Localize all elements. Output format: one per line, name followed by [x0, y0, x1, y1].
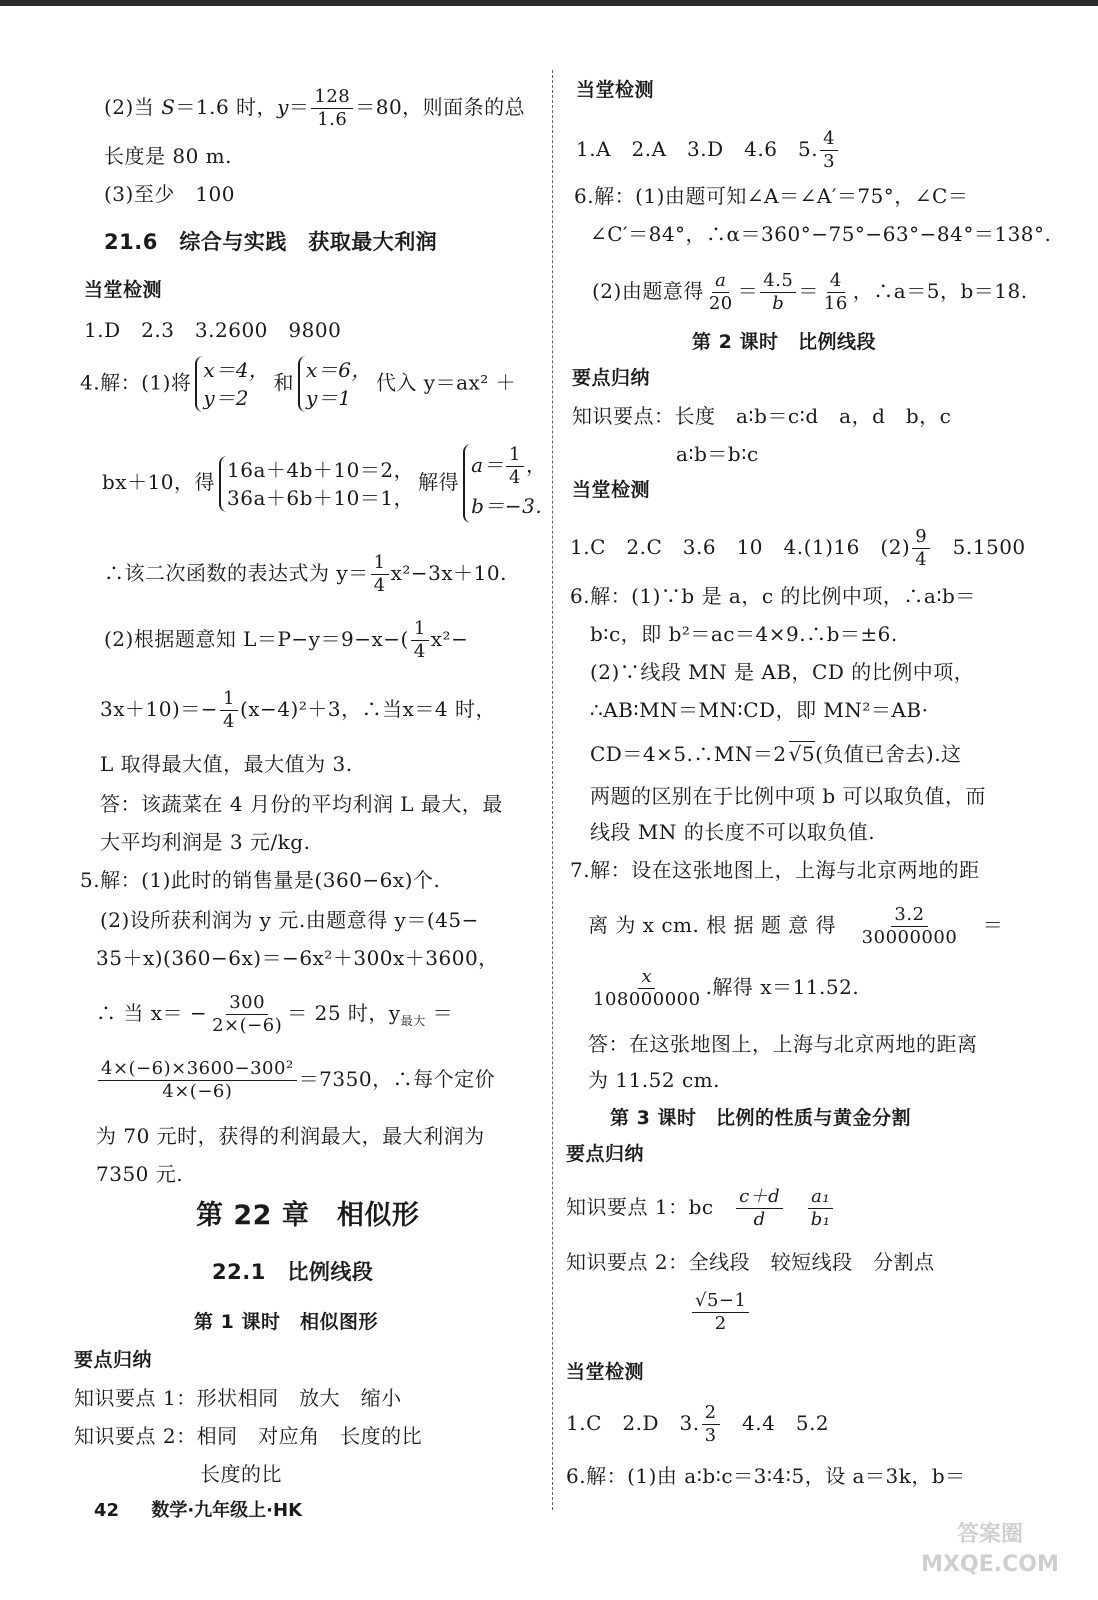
answer-line: 大平均利润是 3 元/kg. — [100, 830, 311, 854]
radical: √5 — [788, 742, 816, 766]
answer-line: 知识要点 1：bc $\frac{c+d}{d}$ $\frac{\text{a₁}}{\text{b₁}}$ — [566, 1186, 835, 1231]
page-footer — [94, 1496, 302, 1522]
column-divider — [552, 70, 553, 1510]
answer-line: 知识要点 2：全线段 较短线段 分割点 — [566, 1250, 935, 1274]
answer-line: 离 为 x cm. 根 据 题 意 得 $\frac{3.2}{30000000}$ ＝ — [588, 904, 1004, 948]
answer-line: (3)至少 100 — [104, 182, 236, 206]
heading-summary: 要点归纳 — [572, 367, 651, 389]
answer-line: $\frac{\text{4×(−6)×3600−300²}}{4\times(-6)}$ ＝7350，∴每个定价 — [96, 1058, 495, 1103]
answer-line: ∠C′＝84°，∴α＝360°−75°−63°−84°＝138°. — [590, 222, 1052, 246]
answer-line: (2)根据题意知 L＝P−y＝9−x−( $\frac{1}{4}$ x²− — [104, 618, 469, 662]
heading-summary: 要点归纳 — [566, 1143, 645, 1165]
book-title: 数学·九年级上·HK — [151, 1500, 303, 1521]
equation-system: 16a＋4b＋10＝2， 36a＋6b＋10＝1， — [219, 456, 414, 512]
answer-line: 3x＋10)＝− $\frac{1}{4}$ (x−4)²＋3，∴当x＝4 时， — [100, 688, 496, 732]
lesson-title: 第 3 课时 比例的性质与黄金分割 — [610, 1107, 911, 1129]
answer-line: 4.解：(1)将 x＝4， y＝2 和 x＝6， y＝1 代入 y＝ax² ＋ — [80, 358, 517, 410]
page-number: 42 — [94, 1500, 120, 1521]
heading-check: 当堂检测 — [566, 1361, 645, 1383]
answer-line: ∴ 当 x＝ − $\frac{300}{2\times(-6)}$ ＝ 25 时，$y_{最大}$ ＝ — [96, 992, 454, 1036]
answer-line: (2)当 S＝1.6 时，y＝ $\frac{128}{1.6}$ ＝80，则面条的总 — [104, 86, 526, 130]
answer-line: 1.A 2.A 3.D 4.6 5. $\frac{4}{3}$ — [576, 128, 840, 173]
answer-line: (2)∵线段 MN 是 AB，CD 的比例中项， — [590, 660, 975, 684]
section-title: 21.6 综合与实践 获取最大利润 — [104, 230, 438, 254]
answer-line: 知识要点 1：形状相同 放大 缩小 — [74, 1386, 402, 1410]
lesson-title: 第 2 课时 比例线段 — [692, 331, 876, 353]
answer-line: 6.解：(1)由题可知∠A＝∠A′＝75°，∠C＝ — [574, 184, 969, 208]
answer-line: L 取得最大值，最大值为 3. — [100, 752, 353, 776]
answer-line: 1.D 2.3 3.2600 9800 — [84, 318, 342, 342]
answer-line: 1.C 2.C 3.6 10 4.(1)16 (2) $\frac{9}{4}$ 5.1500 — [570, 526, 1026, 570]
answer-line: ∴AB∶MN＝MN∶CD，即 MN²＝AB· — [590, 698, 929, 722]
answer-line: 知识要点：长度 a∶b＝c∶d a，d b，c — [572, 404, 952, 428]
answer-line: ∴该二次函数的表达式为 y＝ $\frac{1}{4}$ x²−3x＋10. — [104, 552, 507, 596]
answer-line: (2)设所获利润为 y 元.由题意得 y＝(45− — [100, 908, 479, 932]
answer-line: (2)由题意得 $\frac{a}{20}$ ＝ $\frac{4.5}{b}$ ＝ $\frac{4}{16}$ ，∴a＝5，b＝18. — [592, 270, 1028, 314]
answer-line: $\frac{√5-1}{2}$ — [690, 1290, 751, 1335]
answer-line: 7350 元. — [96, 1162, 184, 1186]
chapter-title: 第 22 章 相似形 — [196, 1200, 420, 1231]
answer-line: 答：在这张地图上，上海与北京两地的距离 — [588, 1032, 978, 1056]
answer-line: 答：该蔬菜在 4 月份的平均利润 L 最大，最 — [100, 792, 503, 816]
answer-line: CD＝4×5.∴MN＝2 √5(负值已舍去).这 — [590, 742, 962, 766]
heading-check: 当堂检测 — [572, 479, 651, 501]
answer-line: 为 11.52 cm. — [588, 1068, 720, 1092]
answer-line: 6.解：(1)由 a∶b∶c＝3∶4∶5，设 a＝3k，b＝ — [566, 1464, 966, 1488]
equation-system: x＝4， y＝2 — [195, 356, 269, 412]
top-border — [0, 0, 1098, 6]
answer-line: 知识要点 2：相同 对应角 长度的比 — [74, 1424, 423, 1448]
answer-line: 5.解：(1)此时的销售量是(360−6x)个. — [80, 868, 441, 892]
answer-line: 长度的比 — [200, 1462, 282, 1486]
answer-line: 7.解：设在这张地图上，上海与北京两地的距 — [570, 858, 980, 882]
fraction: $\frac{128}{1.6}$ — [311, 86, 353, 131]
equation-system: a＝ $\frac{1}{4}$ ， b＝−3. — [463, 444, 546, 523]
heading-check: 当堂检测 — [576, 79, 655, 101]
lesson-title: 第 1 课时 相似图形 — [194, 1311, 378, 1333]
answer-line: b∶c，即 b²＝ac＝4×9.∴b＝±6. — [590, 622, 898, 646]
equation-system: x＝6， y＝1 — [298, 356, 372, 412]
answer-line: 两题的区别在于比例中项 b 可以取负值，而 — [590, 784, 987, 808]
answer-line: bx＋10，得 16a＋4b＋10＝2， 36a＋6b＋10＝1， 解得 a＝ $\frac{1}{4}$ ， b＝−3. — [102, 444, 551, 523]
heading-check: 当堂检测 — [84, 279, 163, 301]
answer-line: 长度是 80 m. — [104, 144, 232, 168]
section-title: 22.1 比例线段 — [212, 1260, 374, 1284]
watermark-logo: 答案圈 MXQE.COM — [921, 1522, 1059, 1577]
answer-line: 6.解：(1)∵b 是 a，c 的比例中项，∴a∶b＝ — [570, 584, 976, 608]
heading-summary: 要点归纳 — [74, 1349, 153, 1371]
answer-line: a∶b＝b∶c — [676, 442, 759, 466]
answer-line: $\frac{x}{108000000}$ .解得 x＝11.52. — [593, 966, 860, 1010]
answer-line: 35＋x)(360−6x)＝−6x²＋300x＋3600， — [96, 946, 499, 970]
answer-line: 线段 MN 的长度不可以取负值. — [590, 820, 876, 844]
answer-line: 1.C 2.D 3. $\frac{2}{3}$ 4.4 5.2 — [566, 1402, 830, 1446]
answer-line: 为 70 元时，获得的利润最大，最大利润为 — [96, 1124, 485, 1148]
